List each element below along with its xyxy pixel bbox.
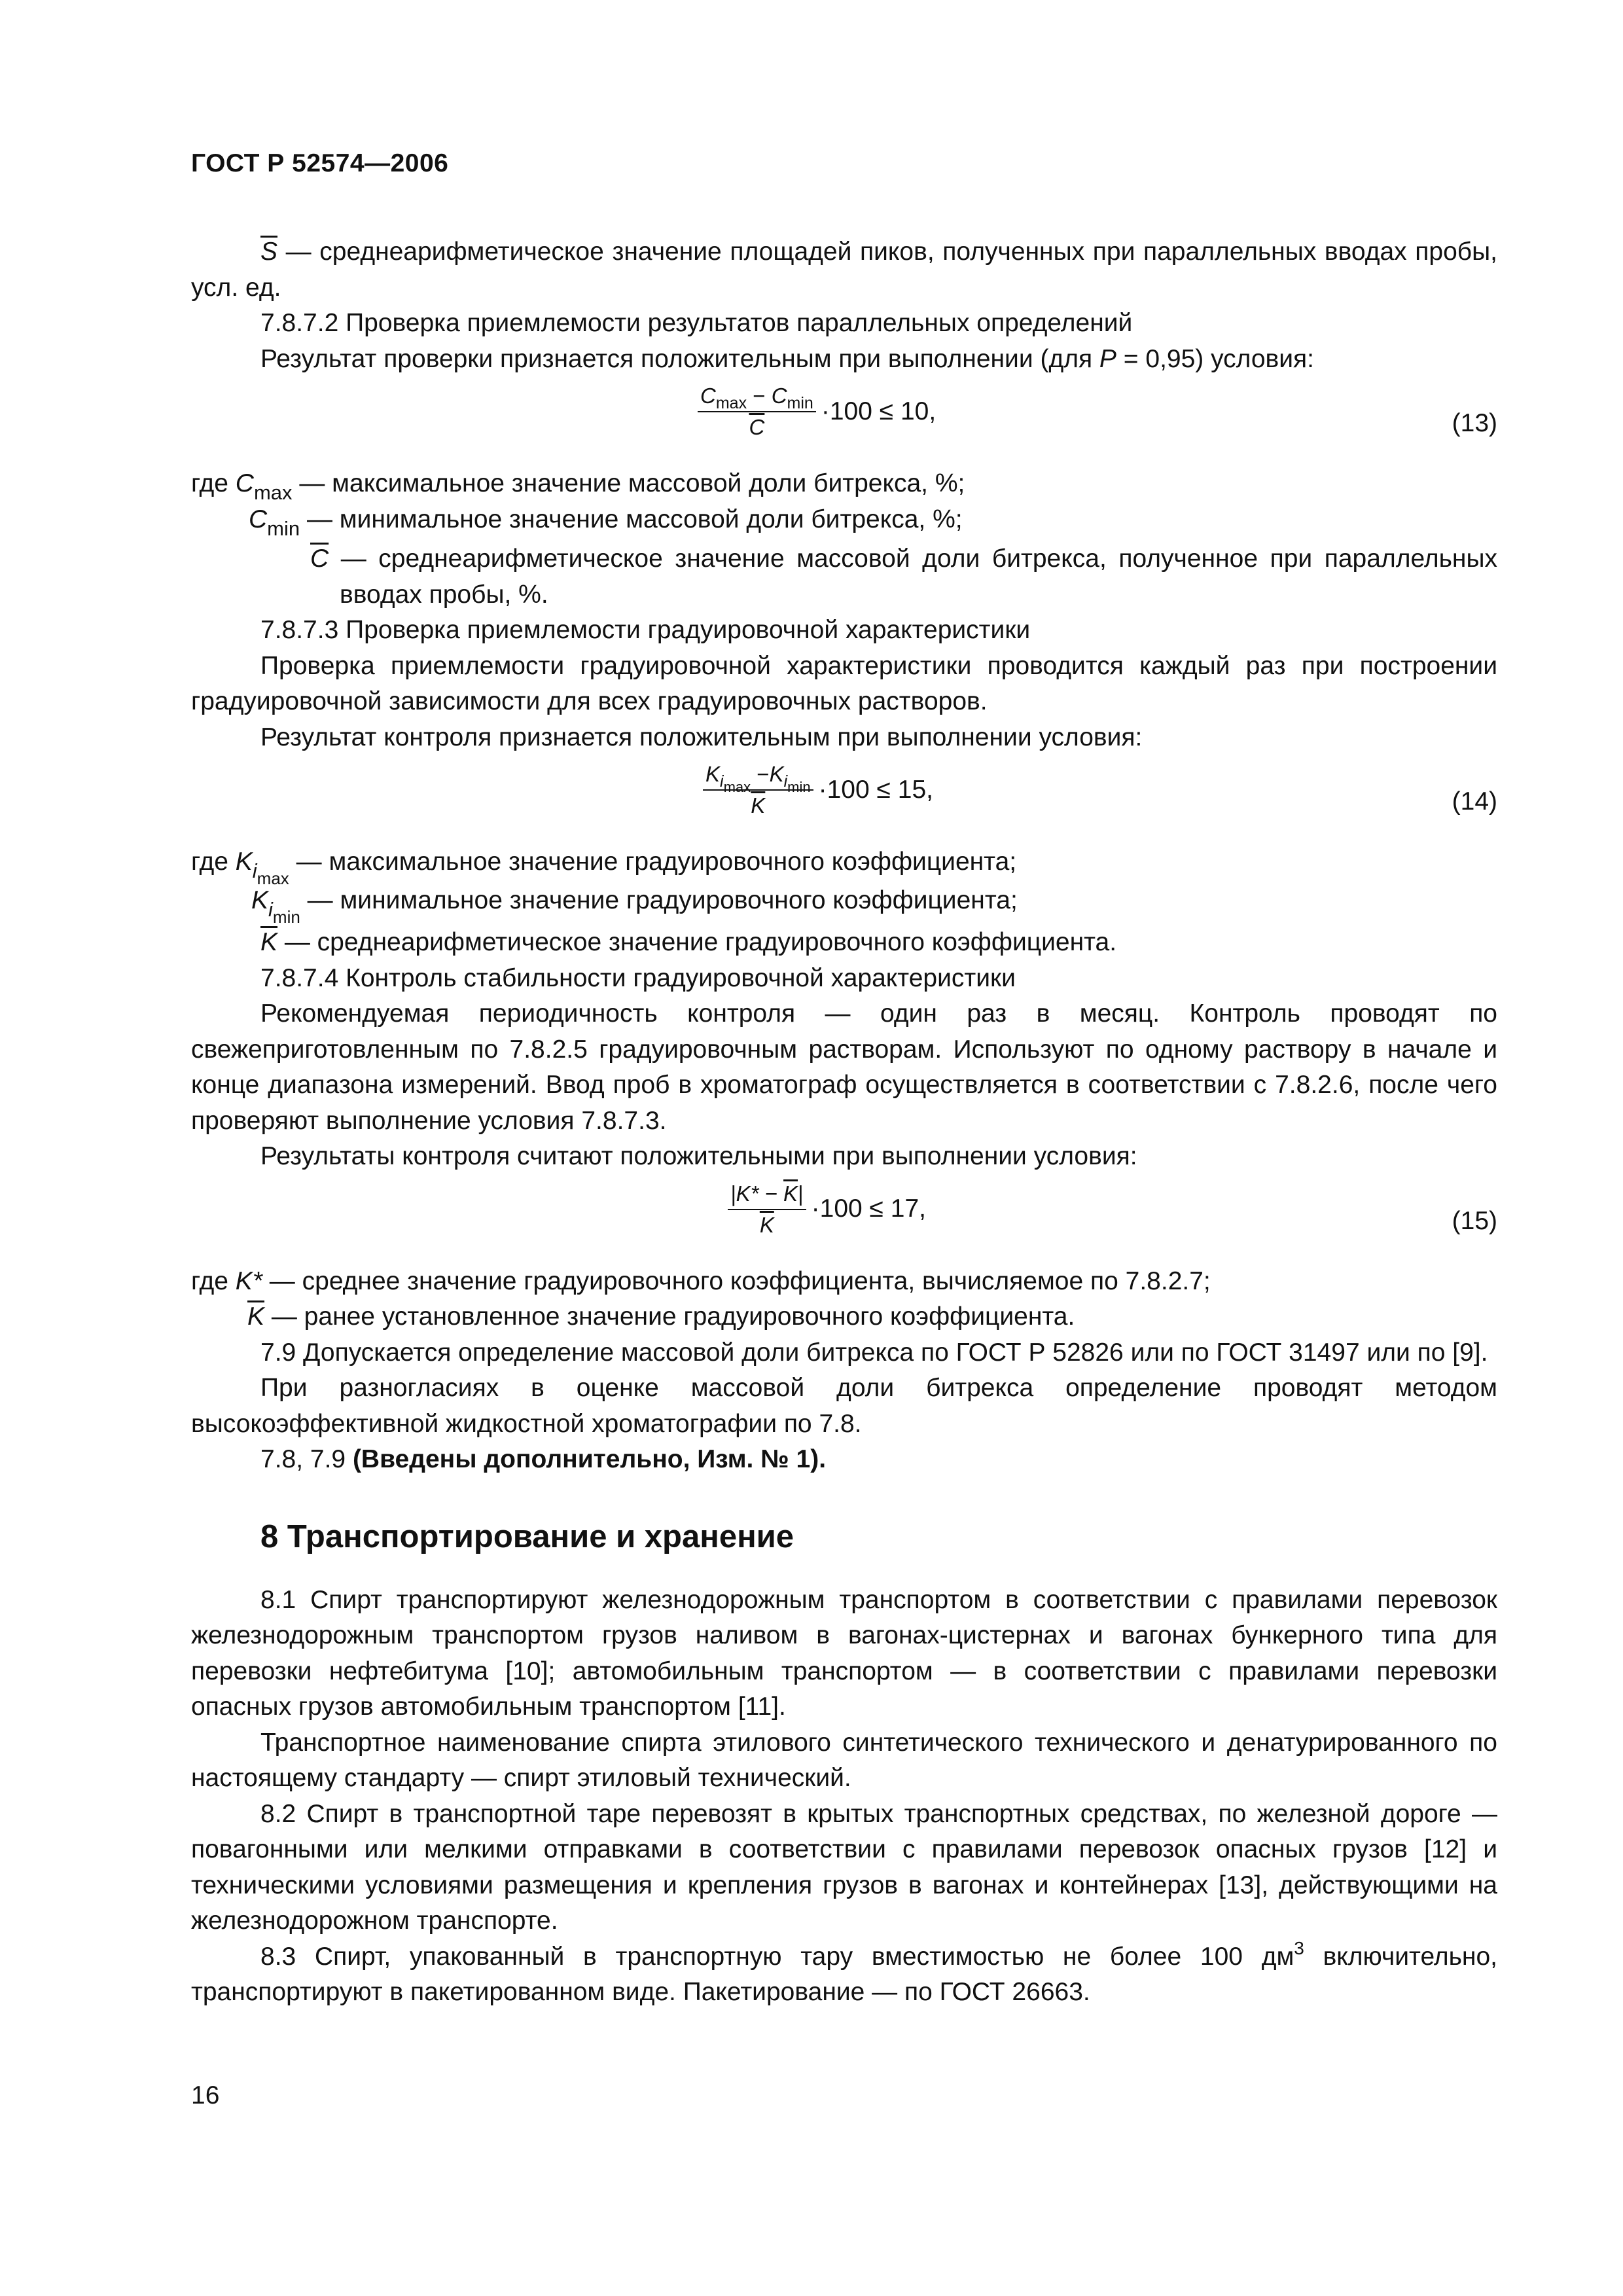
clause-7-8-7-4-condition: Результаты контроля считают положительными при выполнении условия: xyxy=(260,1142,1137,1170)
clause-7-8-7-4: 7.8.7.4 Контроль стабильности градуировочной характеристики xyxy=(260,963,1016,992)
clause-8-1: 8.1 Спирт транспортируют железнодорожным транспортом в соответствии с правилами перевозок железнодорожным транспортом грузов наливом в вагонах-цистернах и вагонах бункерного типа для перевозки нефтебитума [10]; автомобильным транспортом — в соответствии с правилами перевозки опасных грузов автомобильным транспортом [11]. xyxy=(191,1585,1497,1721)
clause-8-1-transport-name: Транспортное наименование спирта этилового синтетического технического и денатурированного по настоящему стандарту — спирт этиловый технический. xyxy=(191,1728,1497,1792)
formula-15: $\frac{|K* - \overline{K}|}{K}$ ·100 ≤ 17, (15) xyxy=(191,1179,1497,1260)
clause-7-9-disputes: При разногласиях в оценке массовой доли битрекса определение проводят методом высокоэффективной жидкостной хроматографии по 7.8. xyxy=(191,1374,1497,1438)
equation-number-15: (15) xyxy=(1452,1206,1497,1235)
clause-7-9: 7.9 Допускается определение массовой доли битрекса по ГОСТ Р 52826 или по ГОСТ 31497 или по [9]. xyxy=(260,1338,1488,1367)
where-14-kmin: $K_{imin}$ — минимальное значение градуировочного коэффициента; xyxy=(251,886,1018,927)
where-13-cmin: $C_{min}$ — минимальное значение массовой доли битрекса, %; xyxy=(249,505,963,540)
where-15-k: $\overline{K}$ — ранее установленное значение градуировочного коэффициента. xyxy=(247,1302,1075,1331)
formula-14: $\frac{K_{imax} -K_{imin}}{K}$ ·100 ≤ 15, (14) xyxy=(191,759,1497,840)
clause-7-8-7-3-condition: Результат контроля признается положительным при выполнении условия: xyxy=(260,723,1143,751)
definition-s: $\overline{S}$ — среднеарифметическое значение площадей пиков, полученных при параллельных вводах пробы, усл. ед. xyxy=(191,238,1497,302)
clause-8-2: 8.2 Спирт в транспортной таре перевозят в крытых транспортных средствах, по железной дороге — повагонными или мелкими отправками в соответствии с правилами перевозок опасных грузов [12] и техническими условиями размещения и крепления грузов в вагонах и контейнерах [13], действующими на железнодорожном транспорте. xyxy=(191,1799,1497,1935)
clause-8-3: 8.3 Спирт, упакованный в транспортную тару вместимостью не более 100 $дм^3$ включительно, транспортируют в пакетированном виде. Пакетирование — по ГОСТ 26663. xyxy=(191,1937,1497,2006)
amendment-note: 7.8, 7.9 (Введены дополнительно, Изм. № 1). xyxy=(260,1445,827,1473)
clause-7-8-7-4-text: Рекомендуемая периодичность контроля — один раз в месяц. Контроль проводят по свежеприготовленным по 7.8.2.5 градуировочным растворам. Используют по одному раствору в начале и конце диапазона измерений. Ввод проб в хроматограф осуществляется в соответствии с 7.8.2.6, после чего проверяют выполнение условия 7.8.7.3. xyxy=(191,999,1497,1135)
where-14-kmean: $\overline{K}$ — среднеарифметическое значение градуировочного коэффициента. xyxy=(260,928,1117,956)
clause-7-8-7-3-text: Проверка приемлемости градуировочной характеристики проводится каждый раз при построении градуировочной зависимости для всех градуировочных растворов. xyxy=(191,651,1497,715)
equation-number-14: (14) xyxy=(1452,787,1497,816)
where-13-cmax: где $C_{max}$ — максимальное значение массовой доли битрекса, %; xyxy=(191,469,965,504)
section-8-title: 8 Транспортирование и хранение xyxy=(260,1518,794,1554)
document-header: ГОСТ Р 52574—2006 xyxy=(191,149,449,177)
page-number: 16 xyxy=(191,2081,220,2109)
clause-7-8-7-3: 7.8.7.3 Проверка приемлемости градуировочной характеристики xyxy=(260,616,1031,644)
where-13-cmean: $\overline{C}$ — среднеарифметическое значение массовой доли битрекса, полученное при параллельных вводах пробы, %. xyxy=(310,545,1497,609)
equation-number-13: (13) xyxy=(1452,409,1497,437)
clause-7-8-7-2: 7.8.7.2 Проверка приемлемости результатов параллельных определений xyxy=(260,309,1133,337)
clause-7-8-7-2-condition: Результат проверки признается положительным при выполнении (для P = 0,95) условия: xyxy=(260,344,1315,373)
where-14-kmax: где $K_{imax}$ — максимальное значение градуировочного коэффициента; xyxy=(191,848,1017,888)
document-body xyxy=(191,234,1497,2011)
formula-13: $\frac{C_{max} - C_{min}}{C}$ ·100 ≤ 10, (13) xyxy=(191,381,1497,462)
where-15-kstar: где K* — среднее значение градуировочного коэффициента, вычисляемое по 7.8.2.7; xyxy=(191,1266,1211,1295)
